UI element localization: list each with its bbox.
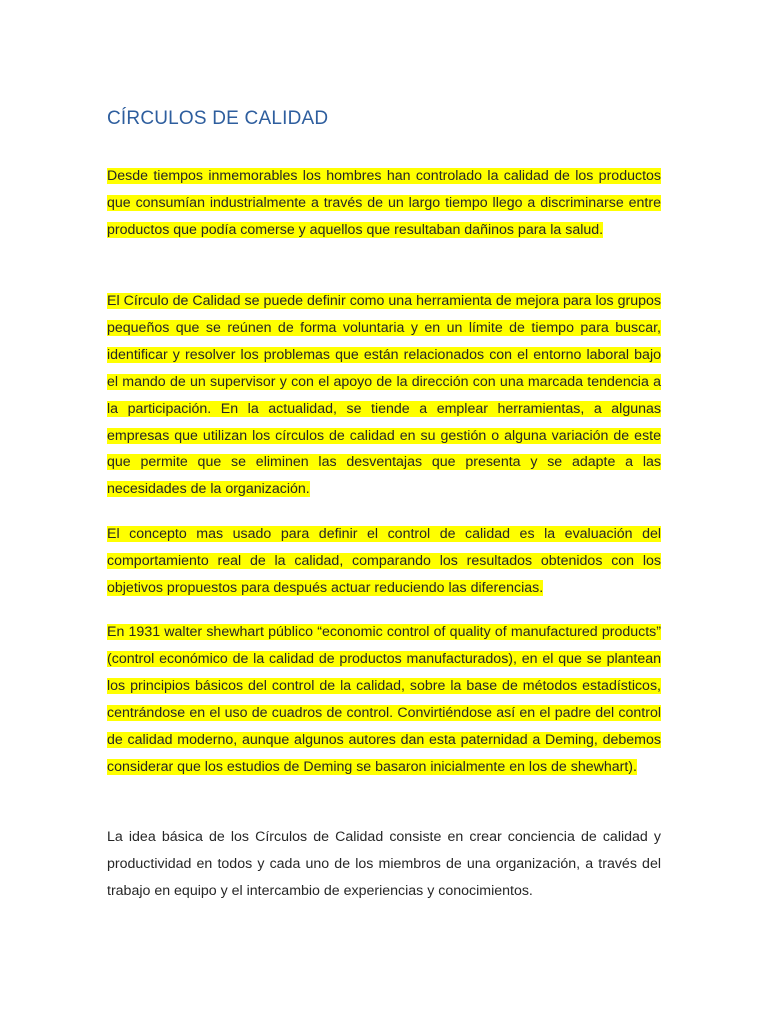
- paragraph-4-text: En 1931 walter shewhart público “economic control of quality of manufactured products” (control económico de la calidad de productos manufacturados), en el que se plantean los principios básicos del control de la calidad, sobre la base de métodos estadísticos, centrándose en el uso de cuadros de control. Convirtiéndose así en el padre del control de calidad moderno, aunque algunos autores dan esta paternidad a Deming, debemos considerar que los estudios de Deming se basaron inicialmente en los de shewhart).: [107, 624, 661, 775]
- paragraph-5: [107, 824, 661, 905]
- document-title: CÍRCULOS DE CALIDAD: [107, 108, 329, 129]
- paragraph-1: [107, 163, 661, 244]
- paragraph-3: [107, 521, 661, 602]
- paragraph-2: [107, 288, 661, 503]
- paragraph-3-text: El concepto mas usado para definir el control de calidad es la evaluación del comportamiento real de la calidad, comparando los resultados obtenidos con los objetivos propuestos para después actuar reduciendo las diferencias.: [107, 526, 661, 596]
- paragraph-1-text: Desde tiempos inmemorables los hombres han controlado la calidad de los productos que consumían industrialmente a través de un largo tiempo llego a discriminarse entre productos que podía comerse y aquellos que resultaban dañinos para la salud.: [107, 168, 661, 238]
- paragraph-4: [107, 619, 661, 780]
- paragraph-2-text: El Círculo de Calidad se puede definir como una herramienta de mejora para los grupos pequeños que se reúnen de forma voluntaria y en un límite de tiempo para buscar, identificar y resolver los problemas que están relacionados con el entorno laboral bajo el mando de un supervisor y con el apoyo de la dirección con una marcada tendencia a la participación. En la actualidad, se tiende a emplear herramientas, a algunas empresas que utilizan los círculos de calidad en su gestión o alguna variación de este que permite que se eliminen las desventajas que presenta y se adapte a las necesidades de la organización.: [107, 293, 661, 498]
- paragraph-5-text: La idea básica de los Círculos de Calidad consiste en crear conciencia de calidad y productividad en todos y cada uno de los miembros de una organización, a través del trabajo en equipo y el intercambio de experiencias y conocimientos.: [107, 829, 661, 899]
